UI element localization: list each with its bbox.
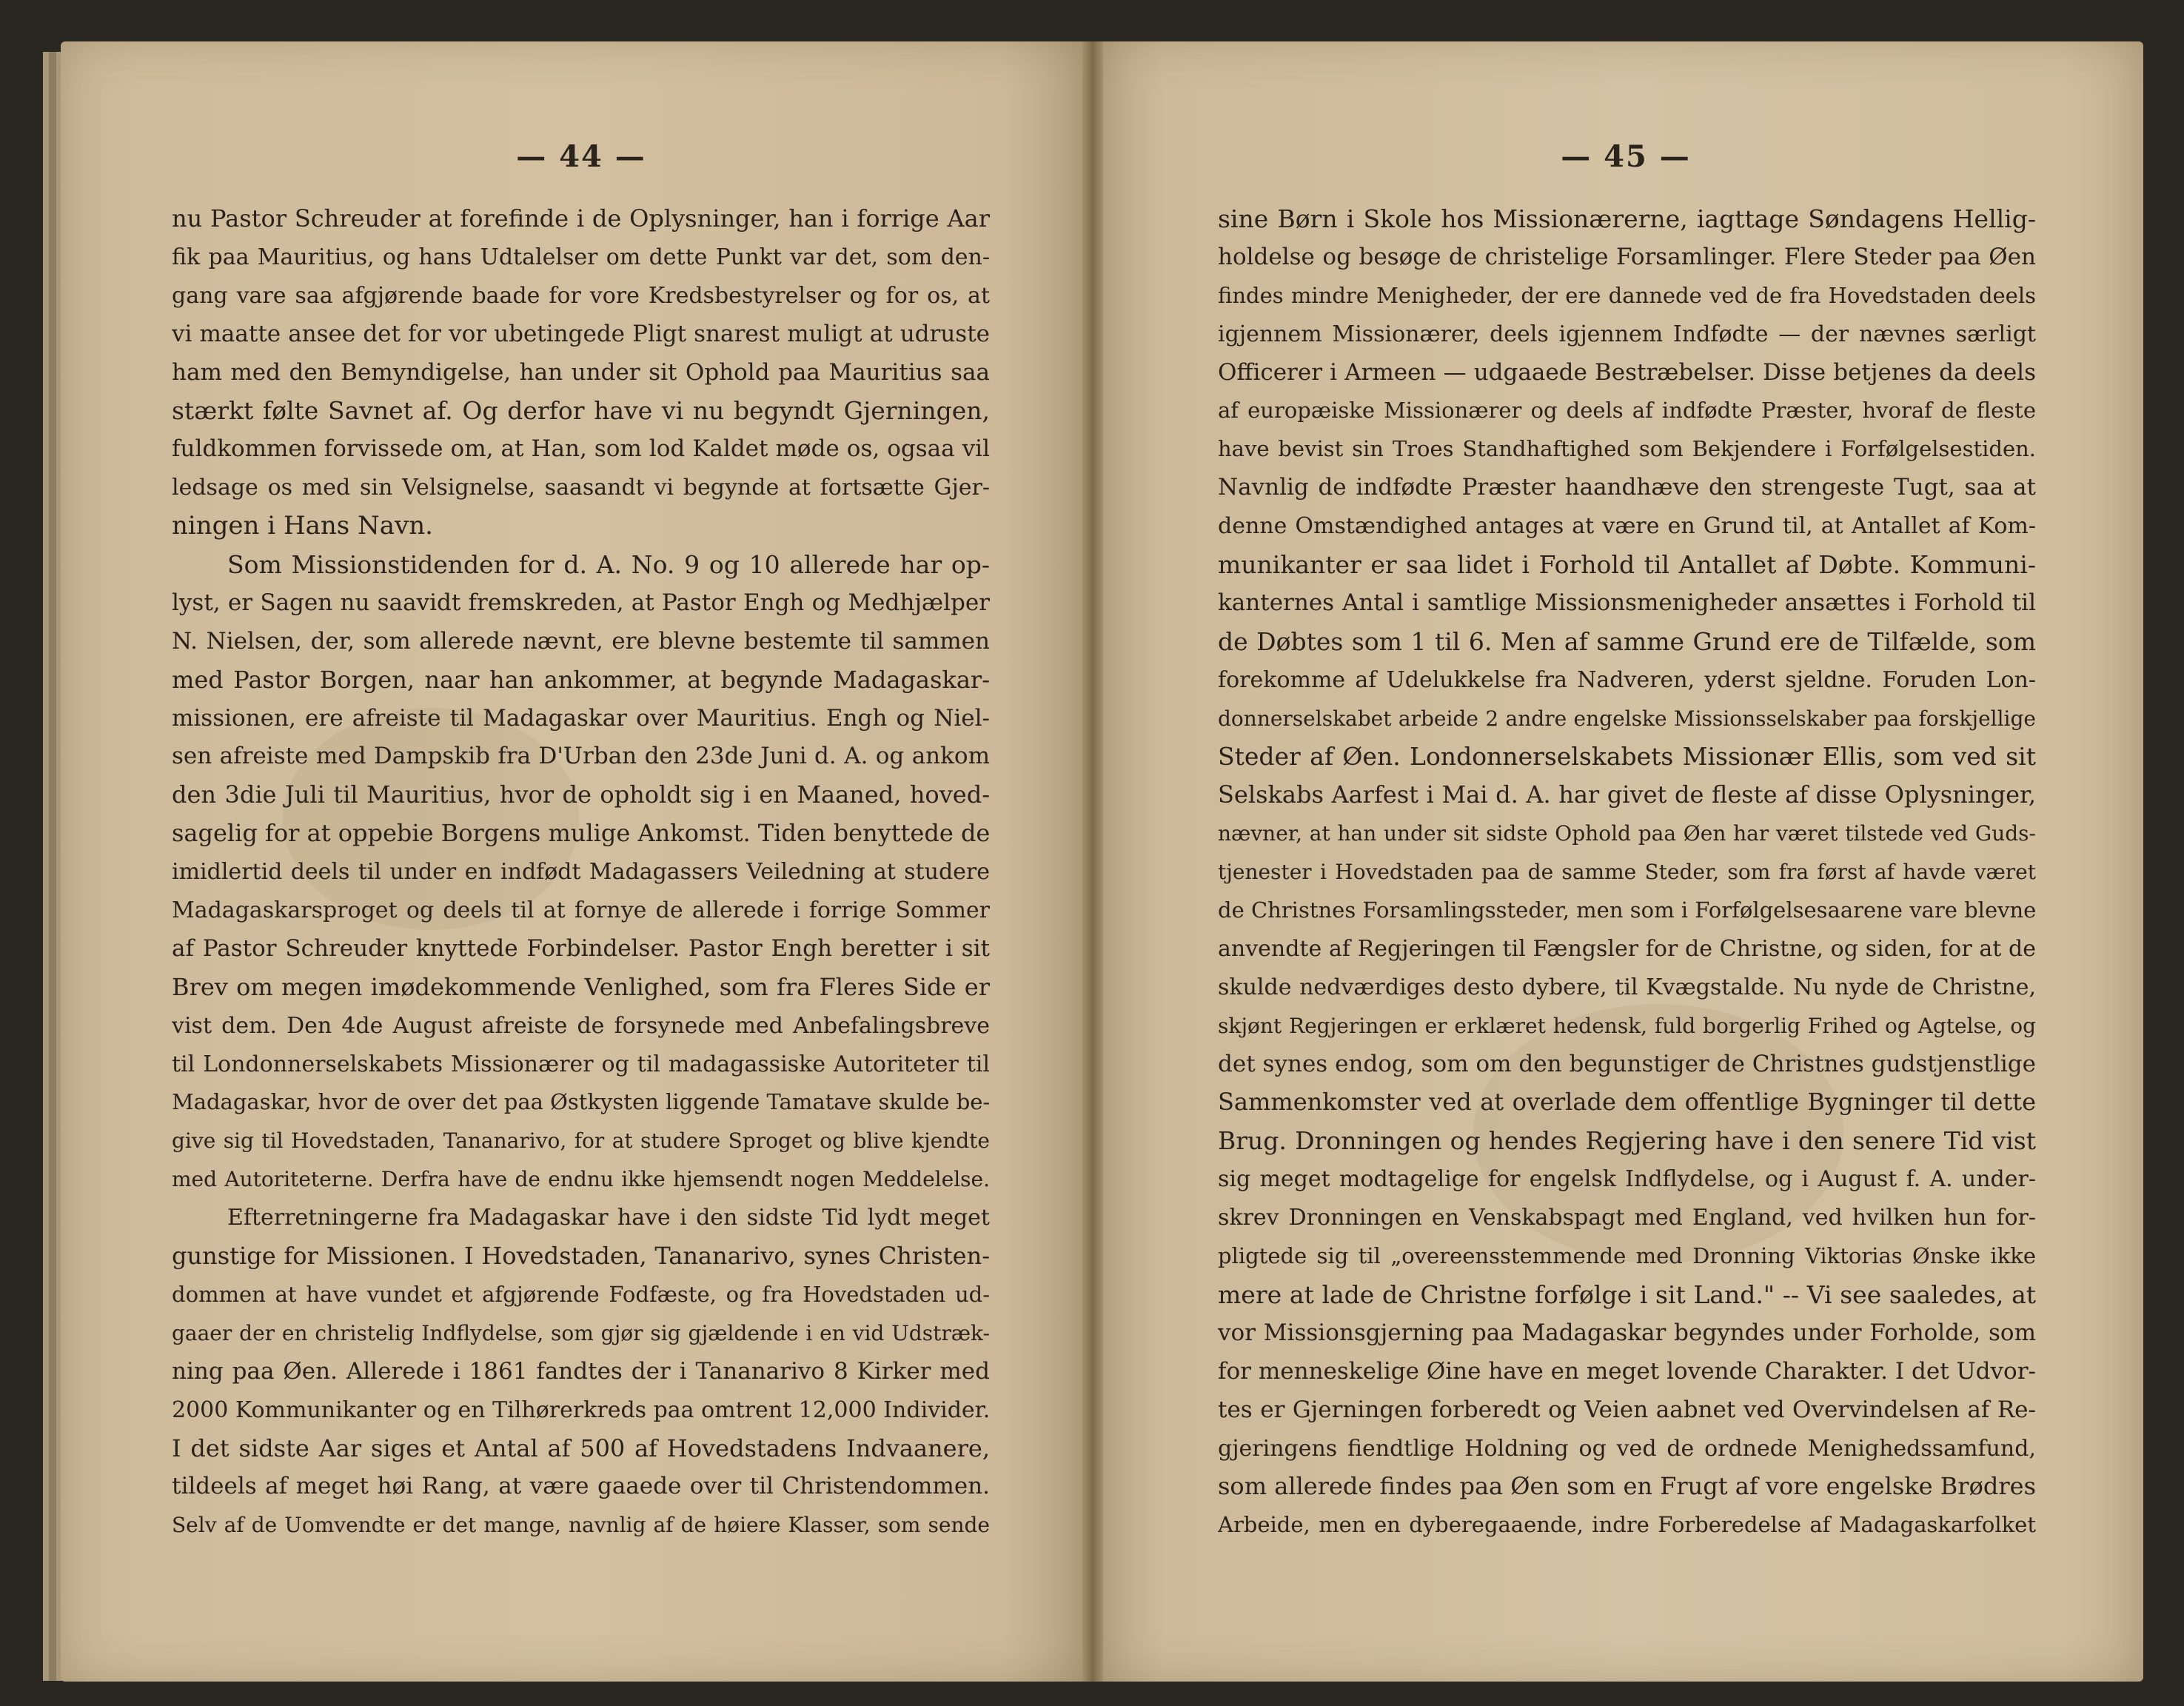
text-line: Selskabs Aarfest i Mai d. A. har givet de fleste af disse Oplysninger, xyxy=(1218,780,2036,809)
text-line: Brug. Dronningen og hendes Regjering have i den senere Tid vist xyxy=(1218,1126,2036,1156)
right-page-text xyxy=(1218,200,2036,1545)
text-line: mere at lade de Christne forfølge i sit Land." -- Vi see saaledes, at xyxy=(1218,1280,2036,1309)
text-line: nævner, at han under sit sidste Ophold paa Øen har været tilstede ved Guds- xyxy=(1218,821,2036,846)
text-line: Officerer i Armeen — udgaaede Bestræbelser. Disse betjenes da deels xyxy=(1218,358,2036,386)
text-line: Brev om megen imødekommende Venlighed, som fra Fleres Side er xyxy=(172,972,990,1001)
text-line: tildeels af meget høi Rang, at være gaaede over til Christendommen. xyxy=(172,1473,990,1500)
page-number-left: — 44 — xyxy=(516,139,646,174)
text-line: sine Børn i Skole hos Missionærerne, iagttage Søndagens Hellig- xyxy=(1218,204,2036,233)
text-line: gaaer der en christelig Indflydelse, som gjør sig gjældende i en vid Udstræk- xyxy=(172,1320,990,1345)
text-line: Navnlig de indfødte Præster haandhæve den strengeste Tugt, saa at xyxy=(1218,474,2036,501)
text-line: donnerselskabet arbeide 2 andre engelske Missionsselskaber paa forskjellige xyxy=(1218,706,2036,731)
text-line: de Døbtes som 1 til 6. Men af samme Grund ere de Tilfælde, som xyxy=(1218,626,2036,656)
text-line: Madagaskarsproget og deels til at fornye de allerede i forrige Sommer xyxy=(172,897,990,924)
text-line: gunstige for Missionen. I Hovedstaden, Tananarivo, synes Christen- xyxy=(172,1242,990,1271)
text-line: igjennem Missionærer, deels igjennem Indfødte — der nævnes særligt xyxy=(1218,321,2036,347)
text-line: ningen i Hans Navn. xyxy=(172,511,433,541)
page-edge-line xyxy=(49,52,56,1681)
text-line: for menneskelige Øine have en meget lovende Charakter. I det Udvor- xyxy=(1218,1357,2036,1385)
text-line: sig meget modtagelige for engelsk Indflydelse, og i August f. A. under- xyxy=(1218,1166,2036,1193)
left-page-text xyxy=(172,200,990,1545)
page-number-right: — 45 — xyxy=(1561,139,1691,174)
text-line: af Pastor Schreuder knyttede Forbindelser. Pastor Engh beretter i sit xyxy=(172,934,990,962)
text-line: vi maatte ansee det for vor ubetingede Pligt snarest muligt at udruste xyxy=(172,320,990,347)
text-line: ham med den Bemyndigelse, han under sit Ophold paa Mauritius saa xyxy=(172,358,990,386)
text-line: Som Missionstidenden for d. A. No. 9 og 10 allerede har op- xyxy=(227,550,990,580)
text-line: vist dem. Den 4de August afreiste de forsynede med Anbefalingsbreve xyxy=(172,1012,990,1039)
text-line: sagelig for at oppebie Borgens mulige Ankomst. Tiden benyttede de xyxy=(172,819,990,848)
book-gutter xyxy=(1082,41,1103,1682)
text-line: til Londonnerselskabets Missionærer og til madagassiske Autoriteter til xyxy=(172,1051,990,1077)
text-line: ning paa Øen. Allerede i 1861 fandtes der i Tananarivo 8 Kirker med xyxy=(172,1357,990,1385)
text-line: tes er Gjerningen forberedt og Veien aabnet ved Overvindelsen af Re- xyxy=(1218,1396,2036,1423)
text-line: holdelse og besøge de christelige Forsamlinger. Flere Steder paa Øen xyxy=(1218,243,2036,270)
text-line: dommen at have vundet et afgjørende Fodfæste, og fra Hovedstaden ud- xyxy=(172,1281,990,1307)
text-line: kanternes Antal i samtlige Missionsmenigheder ansættes i Forhold til xyxy=(1218,589,2036,616)
text-line: forekomme af Udelukkelse fra Nadveren, yderst sjeldne. Foruden Lon- xyxy=(1218,666,2036,693)
text-line: anvendte af Regjeringen til Fængsler for de Christne, og siden, for at de xyxy=(1218,935,2036,962)
text-line: skjønt Regjeringen er erklæret hedensk, fuld borgerlig Frihed og Agtelse, og xyxy=(1218,1013,2036,1038)
text-line: 2000 Kommunikanter og en Tilhørerkreds paa omtrent 12,000 Individer. xyxy=(172,1396,990,1423)
text-line: de Christnes Forsamlingssteder, men som i Forfølgelsesaarene vare blevne xyxy=(1218,897,2036,923)
text-line: tjenester i Hovedstaden paa de samme Steder, som fra først af havde været xyxy=(1218,860,2036,885)
text-line: gjeringens fiendtlige Holdning og ved de ordnede Menighedssamfund, xyxy=(1218,1435,2036,1462)
text-line: Efterretningerne fra Madagaskar have i den sidste Tid lydt meget xyxy=(227,1205,990,1231)
text-line: gang vare saa afgjørende baade for vore Kredsbestyrelser og for os, at xyxy=(172,282,990,309)
text-line: nu Pastor Schreuder at forefinde i de Oplysninger, han i forrige Aar xyxy=(172,204,990,233)
text-line: Selv af de Uomvendte er det mange, navnlig af de høiere Klasser, som sende xyxy=(172,1513,990,1538)
text-line: af europæiske Missionærer og deels af indfødte Præster, hvoraf de fleste xyxy=(1218,398,2036,424)
text-line: med Pastor Borgen, naar han ankommer, at begynde Madagaskar- xyxy=(172,665,990,694)
text-line: pligtede sig til „overeensstemmende med Dronning Viktorias Ønske ikke xyxy=(1218,1243,2036,1269)
text-line: fuldkommen forvissede om, at Han, som lod Kaldet møde os, ogsaa vil xyxy=(172,435,990,463)
text-line: Madagaskar, hvor de over det paa Østkysten liggende Tamatave skulde be- xyxy=(172,1089,990,1115)
text-line: munikanter er saa lidet i Forhold til Antallet af Døbte. Kommuni- xyxy=(1218,550,2036,580)
text-line: skrev Dronningen en Venskabspagt med England, ved hvilken hun for- xyxy=(1218,1205,2036,1231)
text-line: imidlertid deels til under en indfødt Madagassers Veiledning at studere xyxy=(172,859,990,886)
text-line: vor Missionsgjerning paa Madagaskar begyndes under Forholde, som xyxy=(1218,1319,2036,1346)
text-line: med Autoriteterne. Derfra have de endnu ikke hjemsendt nogen Meddelelse. xyxy=(172,1167,990,1192)
text-line: skulde nedværdiges desto dybere, til Kvægstalde. Nu nyde de Christne, xyxy=(1218,974,2036,1000)
text-line: give sig til Hovedstaden, Tananarivo, for at studere Sproget og blive kjendte xyxy=(172,1128,990,1154)
text-line: fik paa Mauritius, og hans Udtalelser om dette Punkt var det, som den- xyxy=(172,244,990,270)
text-line: stærkt følte Savnet af. Og derfor have vi nu begyndt Gjerningen, xyxy=(172,396,990,426)
text-line: Arbeide, men en dyberegaaende, indre Forberedelse af Madagaskarfolket xyxy=(1218,1512,2036,1538)
text-line: den 3die Juli til Mauritius, hvor de opholdt sig i en Maaned, hoved- xyxy=(172,780,990,809)
text-line: ledsage os med sin Velsignelse, saasandt vi begynde at fortsætte Gjer- xyxy=(172,475,990,501)
text-line: have bevist sin Troes Standhaftighed som Bekjendere i Forfølgelsestiden. xyxy=(1218,436,2036,462)
text-line: I det sidste Aar siges et Antal af 500 af Hovedstadens Indvaanere, xyxy=(172,1434,990,1462)
text-line: lyst, er Sagen nu saavidt fremskreden, at Pastor Engh og Medhjælper xyxy=(172,589,990,616)
text-line: sen afreiste med Dampskib fra D'Urban den 23de Juni d. A. og ankom xyxy=(172,743,990,770)
text-line: denne Omstændighed antages at være en Grund til, at Antallet af Kom- xyxy=(1218,513,2036,540)
text-line: missionen, ere afreiste til Madagaskar over Mauritius. Engh og Niel- xyxy=(172,704,990,732)
text-line: som allerede findes paa Øen som en Frugt af vore engelske Brødres xyxy=(1218,1472,2036,1501)
text-line: findes mindre Menigheder, der ere dannede ved de fra Hovedstaden deels xyxy=(1218,282,2036,308)
text-line: det synes endog, som om den begunstiger de Christnes gudstjenstlige xyxy=(1218,1050,2036,1077)
text-line: N. Nielsen, der, som allerede nævnt, ere blevne bestemte til sammen xyxy=(172,627,990,655)
text-line: Steder af Øen. Londonnerselskabets Missionær Ellis, som ved sit xyxy=(1218,742,2036,772)
text-line: Sammenkomster ved at overlade dem offentlige Bygninger til dette xyxy=(1218,1088,2036,1117)
